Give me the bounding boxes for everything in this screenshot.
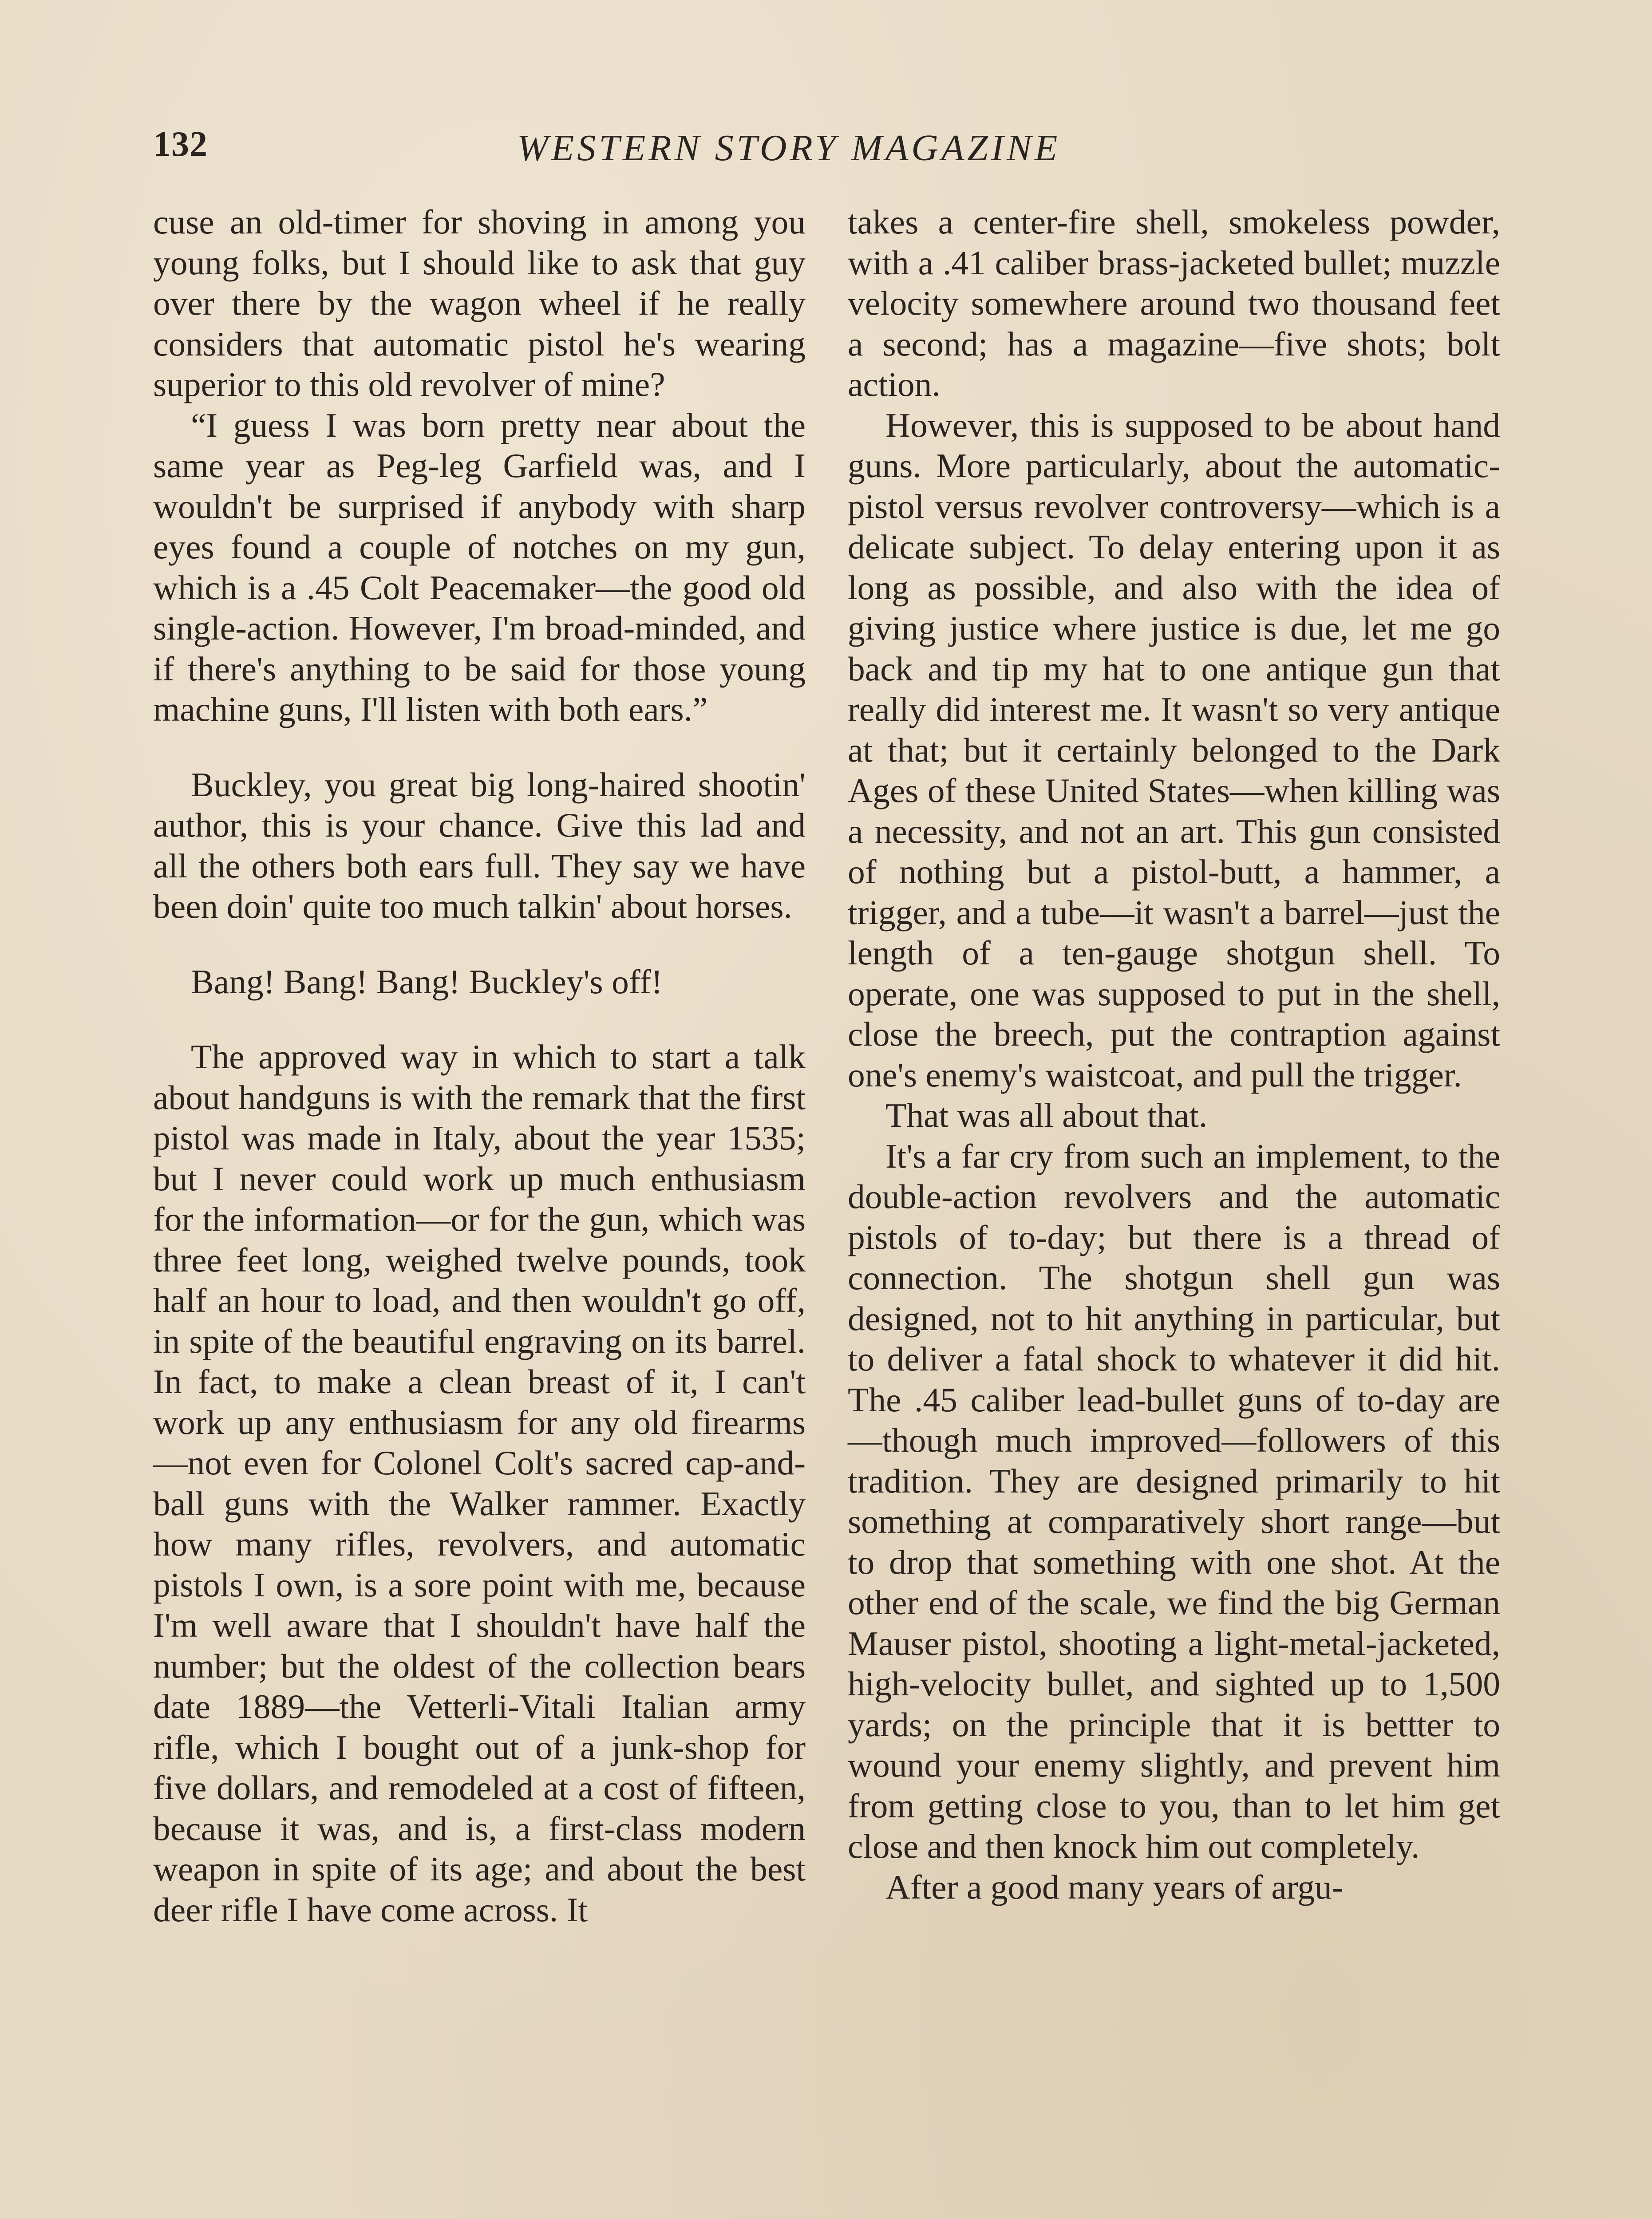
paragraph: After a good many years of argu- [885, 1868, 1344, 1906]
paragraph: takes a center-fire shell, smokeless powder, with a .41 caliber brass-jacketed bullet; muzzle velocity somewhere around two thousand feet a second; has a magazine—five shots; bolt action. [848, 203, 1500, 403]
paragraph: “I guess I was born pretty near about the same year as Peg-leg Garfield was, and I wouldn't be surprised if anybody with sharp eyes found a couple of notches on my gun, which is a .45 Colt Peacemaker—the good old single-action. However, I'm broad-minded, and if there's anything to be said for those young machine guns, I'll listen with both ears.” [153, 406, 806, 728]
page-number: 132 [153, 125, 208, 164]
page-header [153, 111, 1507, 178]
right-column [848, 202, 1500, 1907]
paragraph: That was all about that. [885, 1096, 1208, 1134]
left-column [153, 202, 806, 1930]
running-title: WESTERN STORY MAGAZINE [517, 127, 1061, 169]
paragraph: Bang! Bang! Bang! Buckley's off! [191, 962, 663, 1001]
paragraph: It's a far cry from such an implement, to the double-action revolvers and the automatic pistols of to-day; but there is a thread of connection. The shotgun shell gun was designed, not to hit anything in particular, but to deliver a fatal shock to whatever it did hit. The .45 caliber lead-bullet guns of to-day are—though much improved—followers of this tradition. They are designed primarily to hit something at comparatively short range—but to drop that something with one shot. At the other end of the scale, we find the big German Mauser pistol, shooting a light-metal-jacketed, high-velocity bullet, and sighted up to 1,500 yards; on the principle that it is bettter to wound your enemy slightly, and prevent him from getting close to you, than to let him get close and then knock him out completely. [848, 1137, 1500, 1865]
paragraph: The approved way in which to start a talk about handguns is with the remark that the first pistol was made in Italy, about the year 1535; but I never could work up much enthusiasm for the information—or for the gun, which was three feet long, weighed twelve pounds, took half an hour to load, and then wouldn't go off, in spite of the beautiful engraving on its barrel. In fact, to make a clean breast of it, I can't work up any enthusiasm for any old firearms —not even for Colonel Colt's sacred cap-and-ball guns with the Walker rammer. Exactly how many rifles, revolvers, and automatic pistols I own, is a sore point with me, because I'm well aware that I shouldn't have half the number; but the oldest of the collection bears date 1889—the Vetterli-Vitali Italian army rifle, which I bought out of a junk-shop for five dollars, and remodeled at a cost of fifteen, because it was, and is, a first-class modern weapon in spite of its age; and about the best deer rifle I have come across. It [153, 1038, 806, 1929]
paragraph: However, this is supposed to be about hand guns. More particularly, about the automatic-pistol versus revolver controversy—which is a delicate subject. To delay entering upon it as long as possible, and also with the idea of giving justice where justice is due, let me go back and tip my hat to one antique gun that really did interest me. It wasn't so very antique at that; but it certainly belonged to the Dark Ages of these United States—when killing was a necessity, and not an art. This gun consisted of nothing but a pistol-butt, a hammer, a trigger, and a tube—it wasn't a barrel—just the length of a ten-gauge shotgun shell. To operate, one was supposed to put in the shell, close the breech, put the contraption against one's enemy's waistcoat, and pull the trigger. [848, 406, 1500, 1094]
paragraph: cuse an old-timer for shoving in among you young folks, but I should like to ask that guy over there by the wagon wheel if he really considers that automatic pistol he's wearing superior to this old revolver of mine? [153, 203, 806, 403]
paragraph: Buckley, you great big long-haired shootin' author, this is your chance. Give this lad and all the others both ears full. They say we have been doin' quite too much talkin' about horses. [153, 765, 806, 925]
